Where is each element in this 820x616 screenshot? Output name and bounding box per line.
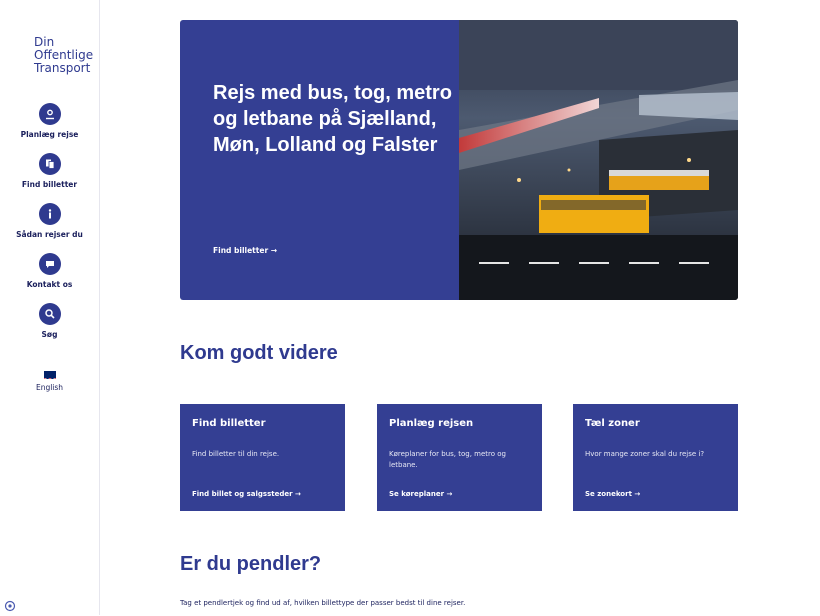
site-logo[interactable] [34, 36, 93, 75]
language-label: English [35, 383, 64, 392]
card-text: Køreplaner for bus, tog, metro og letbane. [389, 450, 507, 469]
card-link[interactable] [585, 490, 640, 498]
nav-label: Planlæg rejse [20, 130, 79, 139]
card-text: Find billetter til din rejse. [192, 450, 280, 458]
sidebar [0, 0, 100, 615]
arrow-right-icon: → [634, 490, 641, 498]
nav-item-soeg[interactable] [0, 303, 99, 339]
card-title: Planlæg rejsen [389, 418, 474, 429]
card-link-label: Se køreplaner [389, 490, 445, 498]
arrow-right-icon: → [270, 246, 278, 255]
arrow-right-icon: → [294, 490, 301, 498]
arrow-right-icon: → [446, 490, 453, 498]
card-link[interactable] [389, 490, 452, 498]
card-tael-zoner[interactable] [573, 404, 738, 511]
nav-item-find-billetter[interactable] [0, 153, 99, 189]
hero-text-panel [180, 20, 459, 300]
ticket-icon [39, 153, 61, 175]
nav-label: Find billetter [21, 180, 78, 189]
map-pin-icon [39, 103, 61, 125]
search-icon [39, 303, 61, 325]
language-switch-english[interactable] [0, 371, 99, 392]
cookie-settings-icon[interactable] [4, 597, 16, 609]
logo-line-2: Offentlige [34, 48, 94, 62]
card-planlaeg-rejsen[interactable] [377, 404, 542, 511]
nav-label: Kontakt os [26, 280, 73, 289]
card-link[interactable] [192, 490, 301, 498]
logo-line-1: Din [34, 35, 55, 49]
section-title-kom-godt-videre: Kom godt videre [180, 342, 338, 364]
logo-line-3: Transport [34, 61, 91, 75]
hero-find-billetter-link[interactable] [213, 246, 277, 255]
hero-title: Rejs med bus, tog, metro og letbane på Sjælland, Møn, Lolland og Falster [213, 82, 452, 156]
nav-item-saadan-rejser-du[interactable] [0, 203, 99, 239]
nav-label: Sådan rejser du [16, 230, 83, 239]
card-link-label: Se zonekort [585, 490, 632, 498]
hero-link-label: Find billetter [213, 246, 269, 255]
nav-label: Søg [41, 330, 58, 339]
section-title-er-du-pendler: Er du pendler? [180, 553, 322, 575]
uk-flag-icon [44, 371, 56, 379]
nav-item-kontakt-os[interactable] [0, 253, 99, 289]
card-find-billetter[interactable] [180, 404, 345, 511]
nav-item-planlaeg-rejse[interactable] [0, 103, 99, 139]
card-title: Tæl zoner [585, 418, 640, 429]
pendler-intro-text: Tag et pendlertjek og find ud af, hvilken billettype der passer bedst til dine rejser. [180, 599, 466, 607]
card-text: Hvor mange zoner skal du rejse i? [585, 450, 705, 458]
card-link-label: Find billet og salgssteder [192, 490, 293, 498]
transit-station-photo [459, 20, 738, 300]
chat-icon [39, 253, 61, 275]
hero-banner [180, 20, 738, 300]
info-icon [39, 203, 61, 225]
card-title: Find billetter [192, 418, 266, 429]
